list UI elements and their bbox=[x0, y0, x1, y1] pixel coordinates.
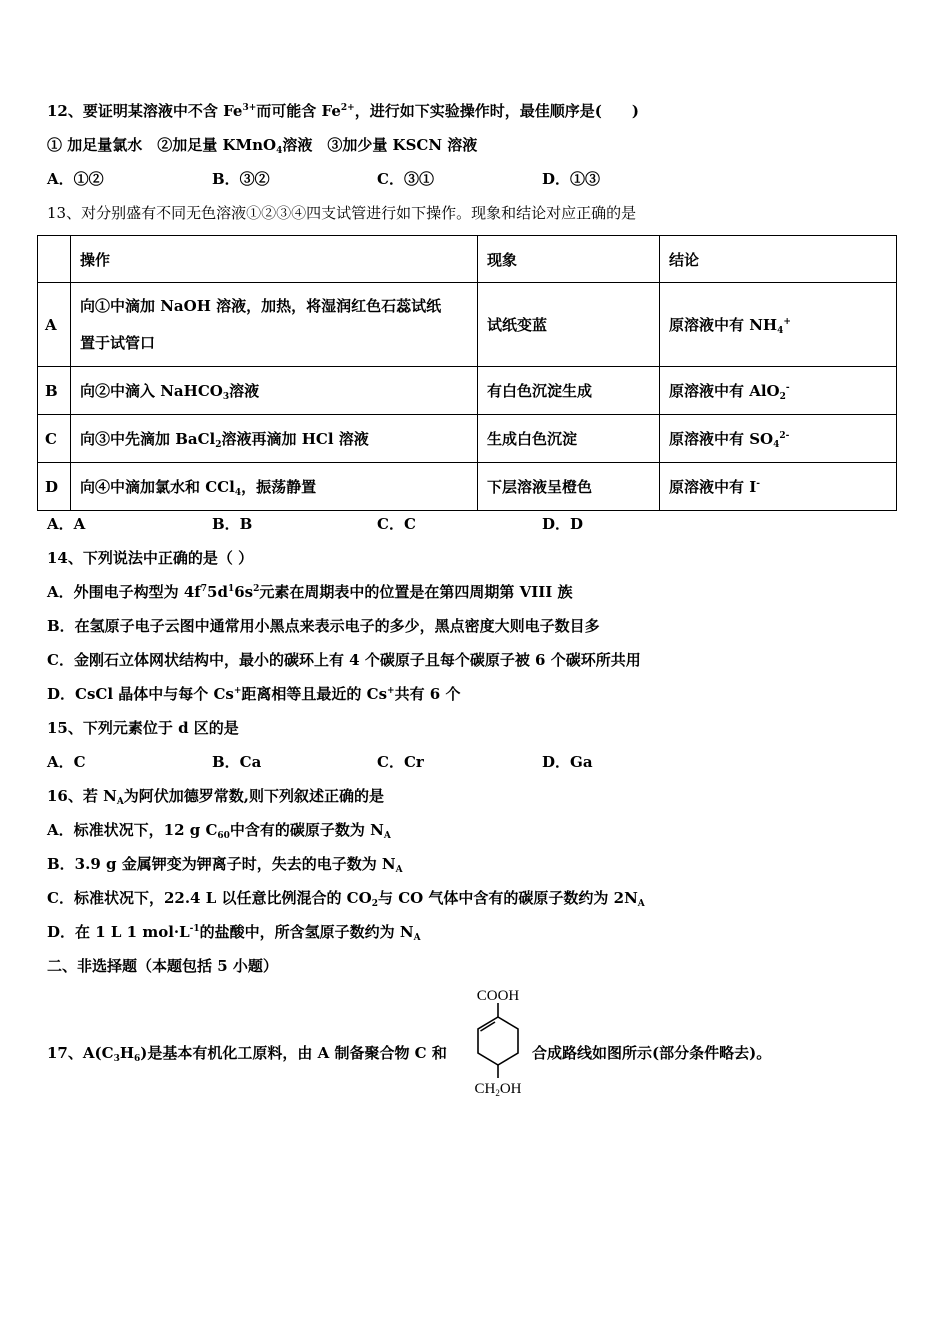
q15-option-d: D．Ga bbox=[542, 753, 593, 771]
row-conclusion: 原溶液中有 $SO_4^{2-}$ bbox=[660, 415, 897, 463]
table-row bbox=[38, 415, 897, 463]
section-heading: 二、非选择题（本题包括 5 小题） bbox=[47, 957, 278, 975]
row-phenomenon: 试纸变蓝 bbox=[478, 283, 660, 367]
q16-stem: 16、若 $N_A$为阿伏加德罗常数,则下列叙述正确的是 bbox=[47, 787, 385, 807]
cyclohexene-ring-diagram bbox=[458, 985, 538, 1100]
q12-option-d: D．①③ bbox=[542, 170, 601, 188]
q12-option-c: C．③① bbox=[377, 170, 434, 188]
row-conclusion: 原溶液中有 I- bbox=[660, 463, 897, 511]
table-row bbox=[38, 283, 897, 367]
q15-option-c: C．Cr bbox=[377, 753, 424, 771]
q17-stem-start: 17、$A(C_3H_6)$是基本有机化工原料，由 A 制备聚合物 C 和 bbox=[47, 1044, 447, 1064]
row-label: B bbox=[38, 367, 71, 415]
q12-operations: ① 加足量氯水 ②加足量 KMnO$_4$溶液 ③加少量 KSCN 溶液 bbox=[47, 136, 478, 156]
q14-option-d: D．CsCl 晶体中与每个 Cs+距离相等且最近的 Cs+共有 6 个 bbox=[47, 685, 461, 703]
q12-stem: 12、要证明某溶液中不含 $Fe^{3+}$而可能含 $Fe^{2+}$，进行如下实验操作时，最佳顺序是( ) bbox=[47, 102, 639, 120]
q13-stem: 13、对分别盛有不同无色溶液①②③④四支试管进行如下操作。现象和结论对应正确的是 bbox=[47, 204, 637, 222]
q13-option-b: B．B bbox=[212, 515, 253, 533]
table-row bbox=[38, 367, 897, 415]
q14-stem: 14、下列说法中正确的是（ ） bbox=[47, 549, 254, 567]
q14-option-b: B．在氢原子电子云图中通常用小黑点来表示电子的多少，黑点密度大则电子数目多 bbox=[47, 617, 600, 635]
q12-option-a: A．①② bbox=[47, 170, 104, 188]
row-phenomenon: 生成白色沉淀 bbox=[478, 415, 660, 463]
q16-option-c: C．标准状况下，22.4 L 以任意比例混合的 $CO_2$与 CO 气体中含有的碳原子数约为 $2N_A$ bbox=[47, 889, 645, 909]
mol-bottom-label: $CH_2OH$ bbox=[474, 1081, 522, 1098]
row-operation: 向②中滴入 NaHCO$_3$溶液 bbox=[71, 367, 478, 415]
row-label: C bbox=[38, 415, 71, 463]
header-blank bbox=[38, 236, 71, 283]
q15-stem: 15、下列元素位于 d 区的是 bbox=[47, 719, 239, 737]
mol-top-label: COOH bbox=[476, 988, 520, 1004]
row-label: A bbox=[38, 283, 71, 367]
row-conclusion: 原溶液中有 AlO$_2$- bbox=[660, 367, 897, 415]
q14-option-c: C．金刚石立体网状结构中，最小的碳环上有 4 个碳原子且每个碳原子被 6 个碳环所共用 bbox=[47, 651, 641, 669]
q17-stem-end: 合成路线如图所示(部分条件略去)。 bbox=[532, 1044, 772, 1062]
row-operation: 向①中滴加 NaOH 溶液，加热，将湿润红色石蕊试纸 置于试管口 bbox=[71, 283, 478, 367]
q13-table bbox=[37, 235, 897, 511]
row-label: D bbox=[38, 463, 71, 511]
q12-option-b: B．③② bbox=[212, 170, 270, 188]
q16-option-a: A．标准状况下，12 g $C_{60}$中含有的碳原子数为 $N_A$ bbox=[47, 821, 391, 841]
row-phenomenon: 有白色沉淀生成 bbox=[478, 367, 660, 415]
q15-option-a: A．C bbox=[47, 753, 86, 771]
table-header-row bbox=[38, 236, 897, 283]
q13-option-d: D．D bbox=[542, 515, 584, 533]
q16-option-d: D．在 1 L 1 $mol\cdot L^{-1}$的盐酸中，所含氢原子数约为 $N_A$ bbox=[47, 923, 421, 943]
q14-option-a: A．外围电子构型为 $4f^75d^16s^2$元素在周期表中的位置是在第四周期第 VIII 族 bbox=[47, 583, 573, 601]
header-operation: 操作 bbox=[71, 236, 478, 283]
q13-option-a: A．A bbox=[47, 515, 86, 533]
row-phenomenon: 下层溶液呈橙色 bbox=[478, 463, 660, 511]
molecule-structure bbox=[458, 985, 538, 1100]
row-conclusion: 原溶液中有 $NH_4^+$ bbox=[660, 283, 897, 367]
header-conclusion: 结论 bbox=[660, 236, 897, 283]
table-row bbox=[38, 463, 897, 511]
q16-option-b: B．3.9 g 金属钾变为钾离子时，失去的电子数为 $N_A$ bbox=[47, 855, 403, 875]
q15-option-b: B．Ca bbox=[212, 753, 262, 771]
row-operation: 向③中先滴加 BaCl$_2$溶液再滴加 HCl 溶液 bbox=[71, 415, 478, 463]
q13-option-c: C．C bbox=[377, 515, 416, 533]
row-operation: 向④中滴加氯水和 CCl$_4$，振荡静置 bbox=[71, 463, 478, 511]
header-phenomenon: 现象 bbox=[478, 236, 660, 283]
